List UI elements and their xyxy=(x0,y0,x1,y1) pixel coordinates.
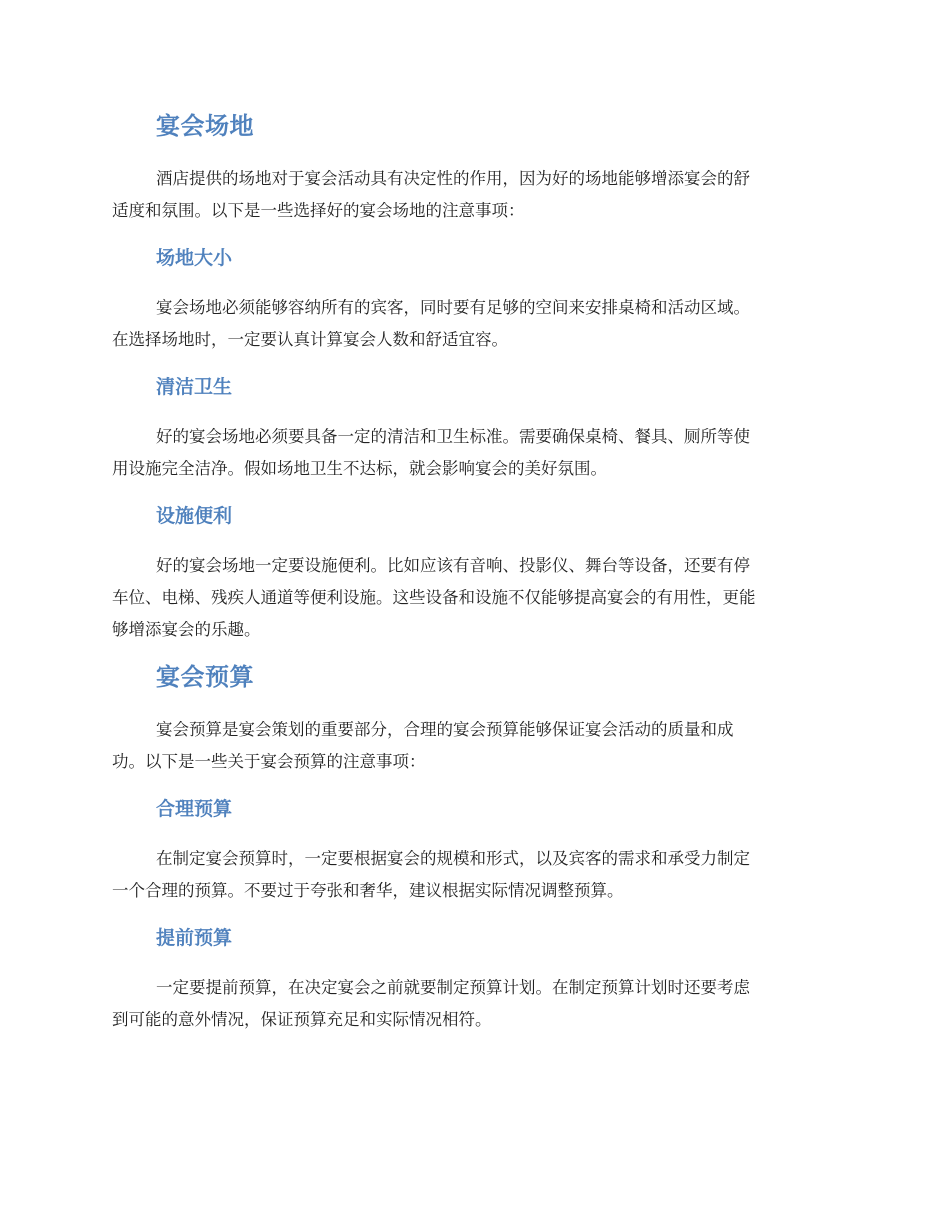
paragraph-line: 适度和氛围。以下是一些选择好的宴会场地的注意事项： xyxy=(112,201,525,220)
subsection-title-advance-budget: 提前预算 xyxy=(156,927,233,949)
subsection-body-facilities xyxy=(112,550,842,646)
paragraph-line: 一个合理的预算。不要过于夸张和奢华，建议根据实际情况调整预算。 xyxy=(112,881,624,900)
section-intro-venue xyxy=(112,163,842,227)
section-intro-budget xyxy=(112,714,842,778)
subsection-title-facilities: 设施便利 xyxy=(156,505,233,527)
paragraph-line: 宴会场地必须能够容纳所有的宾客，同时要有足够的空间来安排桌椅和活动区域。 xyxy=(156,298,750,317)
subsection-body-cleanliness xyxy=(112,421,842,485)
section-title-budget: 宴会预算 xyxy=(156,663,254,691)
subsection-body-venue-size xyxy=(112,292,842,356)
subsection-title-venue-size: 场地大小 xyxy=(156,247,233,269)
paragraph-line: 一定要提前预算，在决定宴会之前就要制定预算计划。在制定预算计划时还要考虑 xyxy=(156,978,750,997)
paragraph-line: 酒店提供的场地对于宴会活动具有决定性的作用，因为好的场地能够增添宴会的舒 xyxy=(156,169,750,188)
paragraph-line: 够增添宴会的乐趣。 xyxy=(112,620,261,639)
paragraph-line: 在制定宴会预算时，一定要根据宴会的规模和形式，以及宾客的需求和承受力制定 xyxy=(156,849,750,868)
subsection-title-reasonable-budget: 合理预算 xyxy=(156,798,233,820)
paragraph-line: 宴会预算是宴会策划的重要部分，合理的宴会预算能够保证宴会活动的质量和成 xyxy=(156,720,734,739)
paragraph-line: 好的宴会场地一定要设施便利。比如应该有音响、投影仪、舞台等设备，还要有停 xyxy=(156,556,750,575)
subsection-body-advance-budget xyxy=(112,972,842,1036)
paragraph-line: 好的宴会场地必须要具备一定的清洁和卫生标准。需要确保桌椅、餐具、厕所等使 xyxy=(156,427,750,446)
paragraph-line: 用设施完全洁净。假如场地卫生不达标，就会影响宴会的美好氛围。 xyxy=(112,459,607,478)
paragraph-line: 在选择场地时，一定要认真计算宴会人数和舒适宜容。 xyxy=(112,330,508,349)
paragraph-line: 到可能的意外情况，保证预算充足和实际情况相符。 xyxy=(112,1010,492,1029)
paragraph-line: 车位、电梯、残疾人通道等便利设施。这些设备和设施不仅能够提高宴会的有用性，更能 xyxy=(112,588,756,607)
section-title-venue: 宴会场地 xyxy=(156,112,254,140)
paragraph-line: 功。以下是一些关于宴会预算的注意事项： xyxy=(112,752,426,771)
subsection-title-cleanliness: 清洁卫生 xyxy=(156,376,233,398)
subsection-body-reasonable-budget xyxy=(112,843,842,907)
